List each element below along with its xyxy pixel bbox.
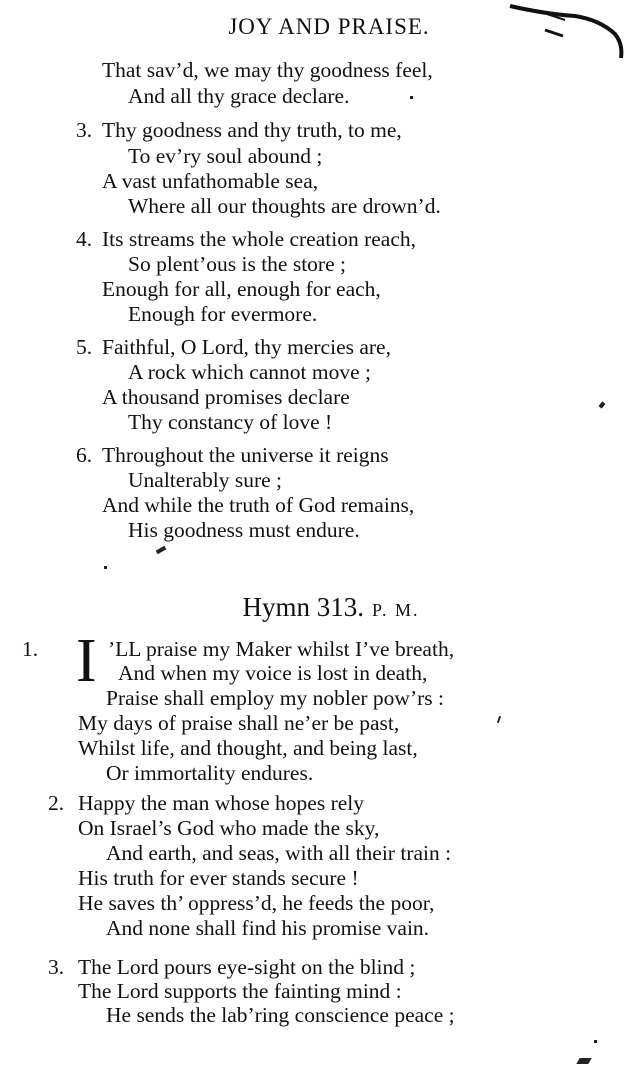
print-speck bbox=[104, 566, 107, 569]
print-speck bbox=[156, 546, 167, 554]
verse-line: Thy goodness and thy truth, to me, bbox=[102, 118, 402, 142]
print-speck bbox=[599, 401, 606, 408]
verse-line: Or immortality endures. bbox=[106, 761, 314, 785]
verse-number: 6. bbox=[76, 443, 93, 467]
print-speck bbox=[410, 96, 413, 99]
verse-line: Happy the man whose hopes rely bbox=[78, 791, 364, 815]
verse-line: His truth for ever stands secure ! bbox=[78, 866, 359, 890]
verse-line: He saves th’ oppress’d, he feeds the poor, bbox=[78, 891, 435, 915]
verse-line: Whilst life, and thought, and being last, bbox=[78, 736, 418, 760]
verse-line: Enough for evermore. bbox=[128, 302, 318, 326]
verse-line: And when my voice is lost in death, bbox=[118, 661, 428, 685]
verse-line: A vast unfathomable sea, bbox=[102, 169, 319, 193]
verse-line: And while the truth of God remains, bbox=[102, 493, 415, 517]
verse-number: 2. bbox=[48, 791, 65, 815]
verse-line: My days of praise shall ne’er be past, bbox=[78, 711, 400, 735]
verse-line: And none shall find his promise vain. bbox=[106, 916, 430, 940]
verse-line: Its streams the whole creation reach, bbox=[102, 227, 417, 251]
verse-line: The Lord pours eye-sight on the blind ; bbox=[78, 955, 416, 979]
running-header: JOY AND PRAISE. bbox=[228, 14, 430, 39]
verse-line: Thy constancy of love ! bbox=[128, 410, 333, 434]
verse-number: 3. bbox=[48, 955, 65, 979]
verse-number: 5. bbox=[76, 335, 93, 359]
verse-line: To ev’ry soul abound ; bbox=[128, 144, 323, 168]
drop-cap: I bbox=[76, 627, 97, 695]
verse-line: On Israel’s God who made the sky, bbox=[78, 816, 380, 840]
verse-line: And all thy grace declare. bbox=[128, 84, 350, 108]
verse-line: Where all our thoughts are drown’d. bbox=[128, 194, 441, 218]
verse-line: Throughout the universe it reigns bbox=[102, 443, 389, 467]
verse-number: 1. bbox=[22, 637, 39, 661]
print-speck bbox=[497, 716, 501, 723]
hymn-meter: P. M. bbox=[371, 600, 420, 620]
page-corner-mark bbox=[505, 0, 635, 64]
hymn-title-text: Hymn 313. bbox=[242, 592, 364, 622]
print-speck bbox=[576, 1058, 591, 1064]
hymn-title bbox=[0, 592, 640, 623]
verse-line: So plent’ous is the store ; bbox=[128, 252, 346, 276]
verse-line: Enough for all, enough for each, bbox=[102, 277, 381, 301]
verse-line: He sends the lab’ring conscience peace ; bbox=[106, 1003, 455, 1027]
verse-number: 3. bbox=[76, 118, 93, 142]
verse-line: A rock which cannot move ; bbox=[128, 360, 372, 384]
verse-line: A thousand promises declare bbox=[102, 385, 350, 409]
verse-line: That sav’d, we may thy goodness feel, bbox=[102, 58, 433, 82]
verse-line: Faithful, O Lord, thy mercies are, bbox=[102, 335, 391, 359]
print-speck bbox=[594, 1040, 597, 1043]
verse-line: The Lord supports the fainting mind : bbox=[78, 979, 402, 1003]
verse-line: ’LL praise my Maker whilst I’ve breath, bbox=[108, 637, 455, 661]
verse-line: His goodness must endure. bbox=[128, 518, 360, 542]
verse-number: 4. bbox=[76, 227, 93, 251]
verse-line: Praise shall employ my nobler pow’rs : bbox=[106, 686, 444, 710]
verse-line: Unalterably sure ; bbox=[128, 468, 283, 492]
verse-line: And earth, and seas, with all their train : bbox=[106, 841, 452, 865]
